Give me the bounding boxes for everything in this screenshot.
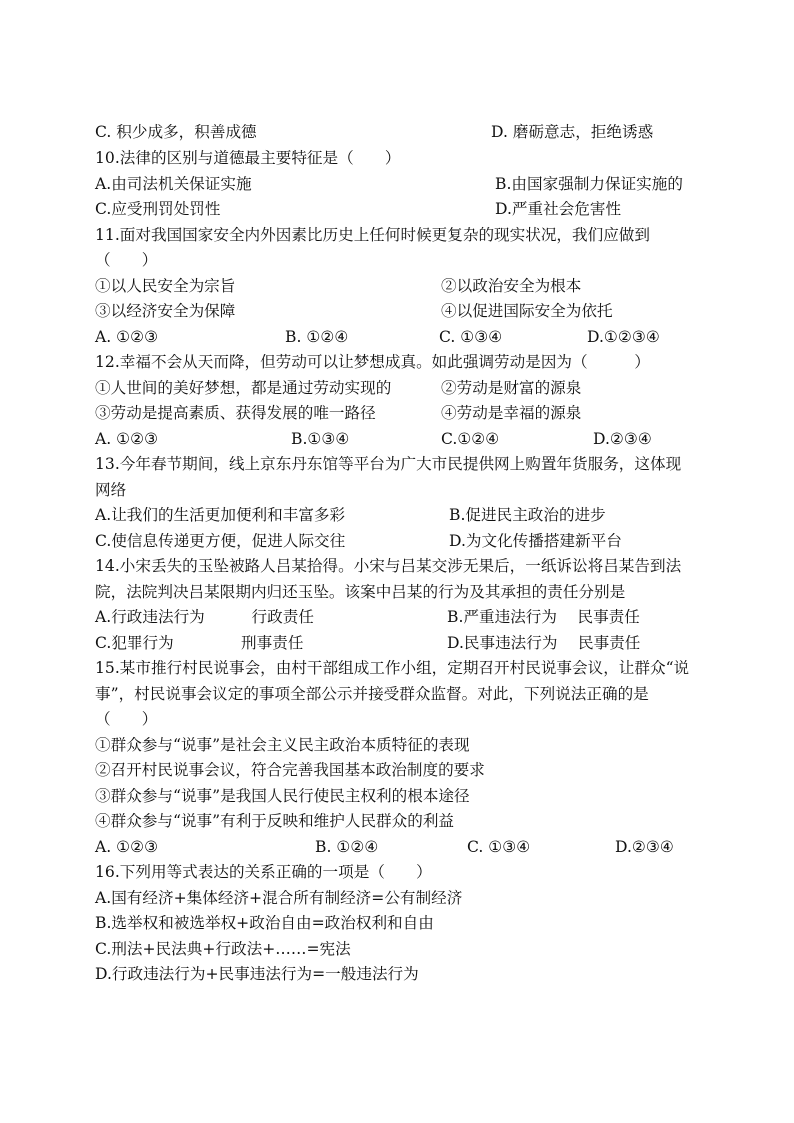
q14-stem-line1: 14.小宋丢失的玉坠被路人吕某拾得。小宋与吕某交涉无果后，一纸诉讼将吕某告到法 [95, 557, 682, 575]
q16-option-b: B.选举权和被选举权+政治自由=政治权利和自由 [95, 914, 434, 932]
q13-stem-line1: 13.今年春节期间，线上京东丹东馆等平台为广大市民提供网上购置年货服务，这体现 [95, 455, 682, 473]
q10-option-b: B.由国家强制力保证实施的 [495, 175, 683, 193]
q13-stem-line2: 网络 [95, 481, 127, 499]
q16-option-a: A.国有经济+集体经济+混合所有制经济=公有制经济 [95, 889, 463, 907]
q11-statement-3: ③以经济安全为保障 [95, 302, 236, 320]
q10-option-a: A.由司法机关保证实施 [95, 175, 252, 193]
q15-stem-line3: （ ） [95, 710, 158, 728]
q11-option-c: C. ①③④ [439, 328, 503, 346]
q15-statement-3: ③群众参与“说事”是我国人民行使民主权利的根本途径 [95, 787, 470, 805]
q14-option-b: B.严重违法行为 民事责任 [447, 608, 640, 626]
q13-option-a: A.让我们的生活更加便利和丰富多彩 [95, 506, 346, 524]
q11-statement-1: ①以人民安全为宗旨 [95, 277, 236, 295]
q16-option-d: D.行政违法行为+民事违法行为=一般违法行为 [95, 965, 419, 983]
q15-option-a: A. ①②③ [95, 838, 159, 856]
q12-option-d: D.②③④ [593, 430, 652, 448]
q14-option-a: A.行政违法行为 行政责任 [95, 608, 314, 626]
q15-option-b: B. ①②④ [315, 838, 379, 856]
q9-option-d: D. 磨砺意志，拒绝诱惑 [491, 123, 654, 141]
q10-stem: 10.法律的区别与道德最主要特征是（ ） [95, 149, 401, 167]
q15-stem-line1: 15.某市推行村民说事会，由村干部组成工作小组，定期召开村民说事会议，让群众“说 [95, 659, 690, 677]
q15-statement-2: ②召开村民说事会议，符合完善我国基本政治制度的要求 [95, 761, 485, 779]
q16-option-c: C.刑法+民法典+行政法+……=宪法 [95, 940, 351, 958]
q12-stem: 12.幸福不会从天而降，但劳动可以让梦想成真。如此强调劳动是因为（ ） [95, 353, 650, 371]
q15-statement-4: ④群众参与“说事”有利于反映和维护人民群众的利益 [95, 812, 455, 830]
q14-option-d: D.民事违法行为 民事责任 [447, 634, 641, 652]
q11-stem-line1: 11.面对我国国家安全内外因素比历史上任何时候更复杂的现实状况，我们应做到 [95, 226, 650, 244]
q15-statement-1: ①群众参与“说事”是社会主义民主政治本质特征的表现 [95, 736, 470, 754]
q14-option-c: C.犯罪行为 刑事责任 [95, 634, 304, 652]
q15-stem-line2: 事”，村民说事会议定的事项全部公示并接受群众监督。对此，下列说法正确的是 [95, 685, 649, 703]
q15-option-c: C. ①③④ [467, 838, 531, 856]
q15-option-d: D.②③④ [615, 838, 674, 856]
q11-option-a: A. ①②③ [95, 328, 159, 346]
q11-option-d: D.①②③④ [587, 328, 660, 346]
q10-option-c: C.应受刑罚处罚性 [95, 200, 221, 218]
q13-option-c: C.使信息传递更方便，促进人际交往 [95, 532, 346, 550]
q12-option-a: A. ①②③ [95, 430, 159, 448]
q11-stem-line2: （ ） [95, 251, 158, 269]
q11-statement-2: ②以政治安全为根本 [441, 277, 582, 295]
q12-option-c: C.①②④ [441, 430, 500, 448]
q12-statement-1: ①人世间的美好梦想，都是通过劳动实现的 [95, 379, 392, 397]
q10-option-d: D.严重社会危害性 [495, 200, 622, 218]
q12-statement-3: ③劳动是提高素质、获得发展的唯一路径 [95, 404, 376, 422]
q11-option-b: B. ①②④ [285, 328, 349, 346]
q11-statement-4: ④以促进国际安全为依托 [441, 302, 613, 320]
q12-statement-2: ②劳动是财富的源泉 [441, 379, 582, 397]
q13-option-d: D.为文化传播搭建新平台 [449, 532, 622, 550]
q12-statement-4: ④劳动是幸福的源泉 [441, 404, 582, 422]
q16-stem: 16.下列用等式表达的关系正确的一项是（ ） [95, 863, 432, 881]
q13-option-b: B.促进民主政治的进步 [449, 506, 606, 524]
q9-option-c: C. 积少成多，积善成德 [95, 123, 257, 141]
q12-option-b: B.①③④ [291, 430, 350, 448]
q14-stem-line2: 院，法院判决吕某限期内归还玉坠。该案中吕某的行为及其承担的责任分别是 [95, 583, 626, 601]
